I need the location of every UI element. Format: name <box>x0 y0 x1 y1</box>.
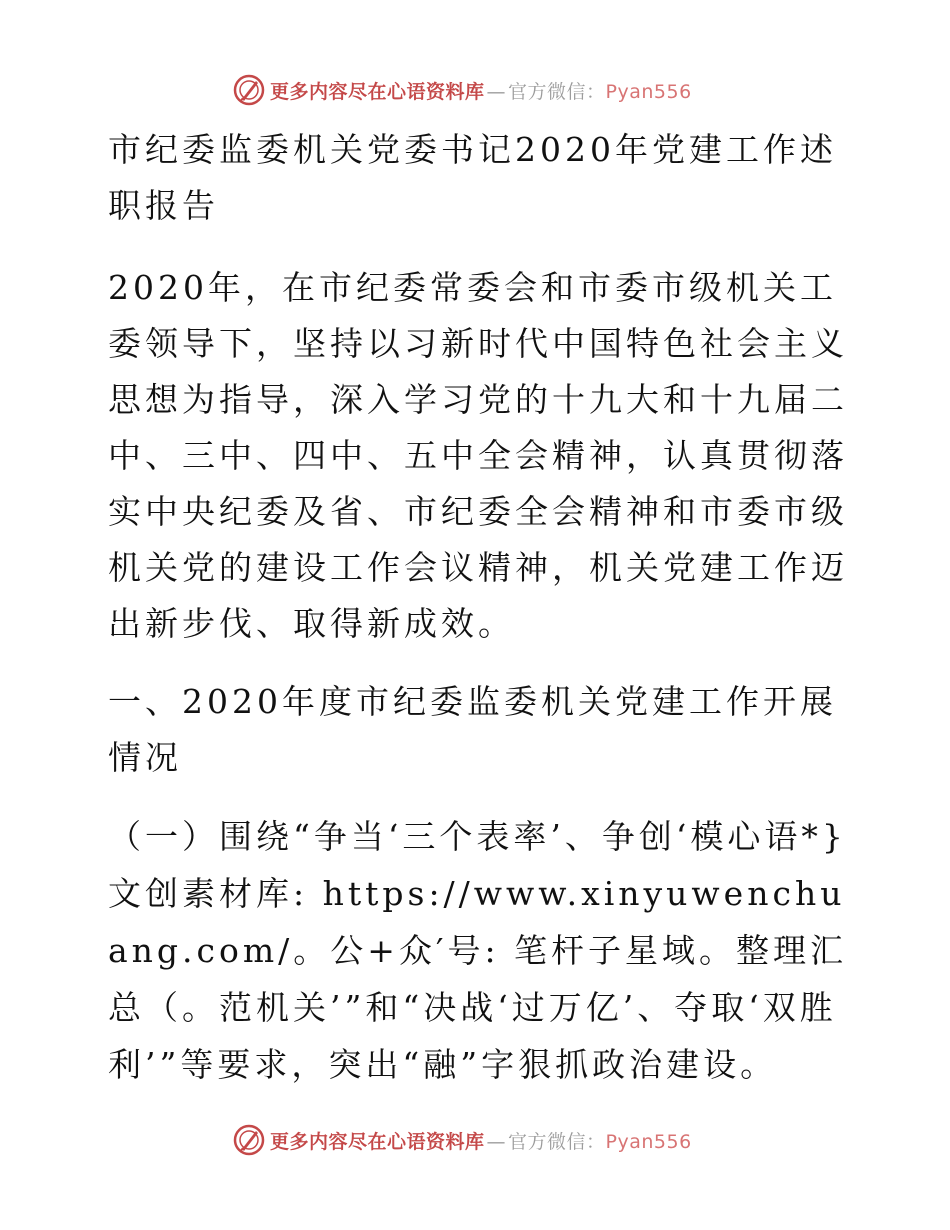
watermark-wechat-id: Pyan556 <box>605 1130 692 1153</box>
quill-logo-icon <box>232 73 266 107</box>
watermark-sub-text: 官方微信： <box>508 80 606 103</box>
intro-paragraph: 2020年，在市纪委常委会和市委市级机关工委领导下，坚持以习新时代中国特色社会主义思想为指导，深入学习党的十九大和十九届二中、三中、四中、五中全会精神，认真贯彻落实中央纪委及省、市纪委全会精神和市委市级机关党的建设工作会议精神，机关党建工作迈出新步伐、取得新成效。 <box>108 268 848 643</box>
document-title: 市纪委监委机关党委书记2020年党建工作述职报告 <box>108 130 837 225</box>
subsection-paragraph: （一）围绕“争当‘三个表率’、争创‘模心语*}文创素材库: https://www.xinyuwenchuang.com/。公+众′号: 笔杆子星域。整理汇总（。范机关’”和“决战‘过万亿’、夺取‘双胜利’”等要求，突出“融”字狠抓政治建设。 <box>108 817 848 1084</box>
footer-watermark <box>232 1122 692 1158</box>
watermark-dash: — <box>486 80 507 103</box>
watermark-wechat-id: Pyan556 <box>605 80 692 103</box>
section-heading: 一、2020年度市纪委监委机关党建工作开展情况 <box>108 682 837 777</box>
watermark-main-text: 更多内容尽在心语资料库 <box>270 1130 485 1153</box>
watermark-main-text: 更多内容尽在心语资料库 <box>270 80 485 103</box>
watermark-sub-text: 官方微信： <box>508 1130 606 1153</box>
header-watermark <box>232 72 692 108</box>
document-body <box>98 122 850 1093</box>
quill-logo-icon <box>232 1123 266 1157</box>
watermark-dash: — <box>486 1130 507 1153</box>
